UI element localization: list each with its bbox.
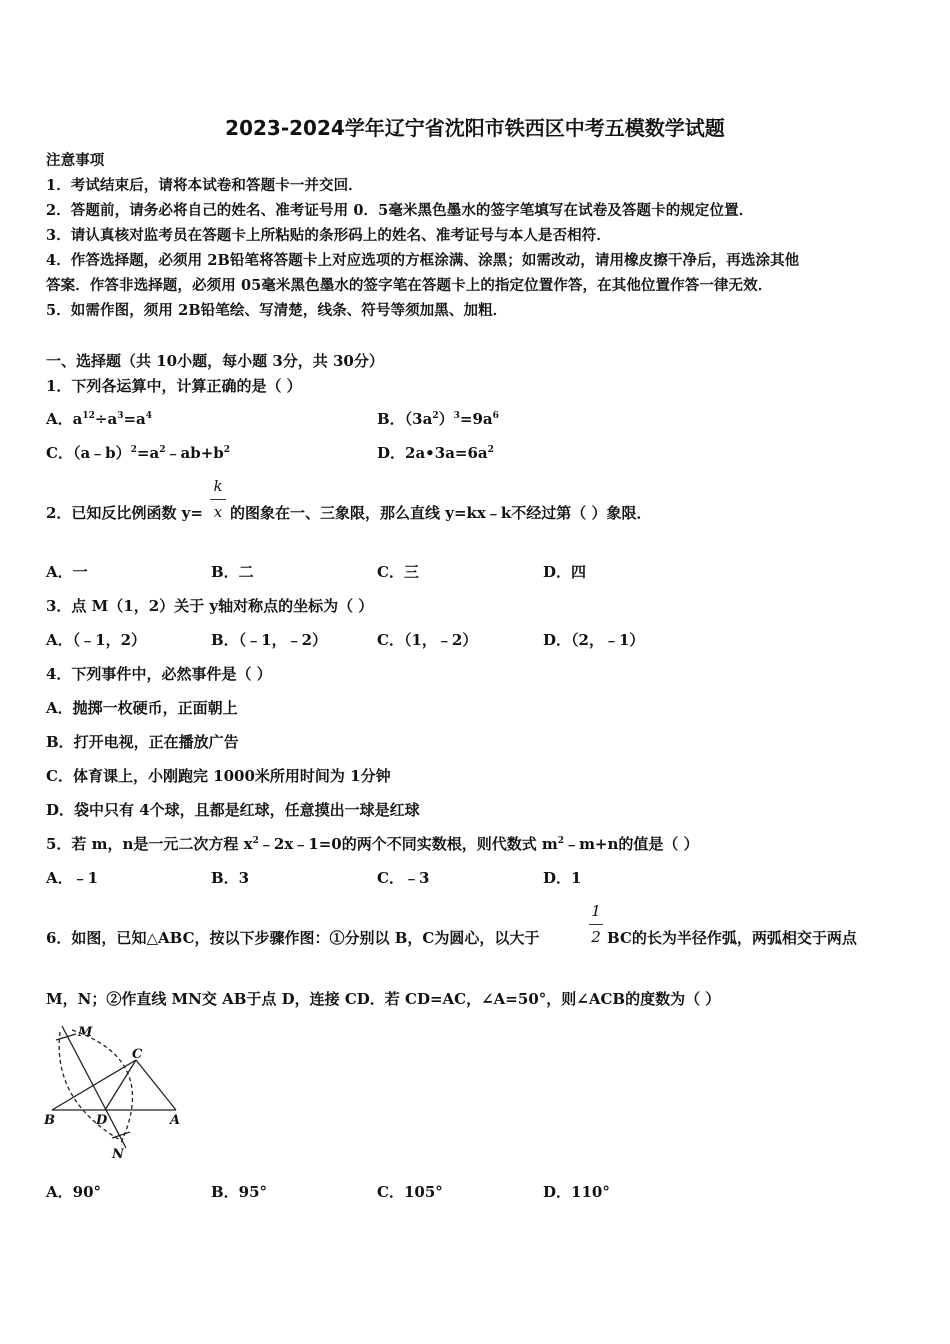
label-m: M — [78, 1025, 93, 1040]
q4-option-d: D．袋中只有 4个球，且都是红球，任意摸出一球是红球 — [46, 801, 420, 819]
q3-option-d: D．（2，﹣1） — [543, 631, 645, 649]
q4-option-a: A．抛掷一枚硬币，正面朝上 — [46, 699, 238, 717]
q4-stem: 4．下列事件中，必然事件是（ ） — [46, 665, 272, 683]
q2-fraction-bar — [210, 499, 226, 500]
q2-fraction-numerator: k — [213, 477, 223, 495]
q5-option-a: A．﹣1 — [46, 869, 99, 887]
q6-option-c: C．105° — [377, 1183, 443, 1201]
notice-item-4: 4．作答选择题，必须用 2B铅笔将答题卡上对应选项的方框涂满、涂黑；如需改动，请用橡皮擦干净后，再选涂其他 — [46, 252, 800, 269]
notice-item-5: 5．如需作图，须用 2B铅笔绘、写清楚，线条、符号等须加黑、加粗． — [46, 302, 508, 319]
notice-item-4-cont: 答案．作答非选择题，必须用 05毫米黑色墨水的签字笔在答题卡上的指定位置作答，在其他位置作答一律无效． — [46, 277, 773, 294]
q6-geometry-figure — [40, 1020, 190, 1165]
q5-option-b: B．3 — [211, 869, 250, 887]
line-mn — [62, 1026, 126, 1148]
q6-fraction-denominator: 2 — [591, 928, 601, 946]
q1-option-b: B．$(3a^2)^3=9a^6$ — [377, 410, 499, 428]
q6-option-a: A．90° — [46, 1183, 102, 1201]
q1-option-c: C．$(a﹣b)^2=a^2﹣ab+b^2$ — [46, 444, 231, 462]
q1-stem: 1．下列各运算中，计算正确的是（ ） — [46, 377, 302, 395]
q3-option-c: C．（1，﹣2） — [377, 631, 478, 649]
q4-option-c: C．体育课上，小刚跑完 1000米所用时间为 1分钟 — [46, 767, 391, 785]
label-d: D — [96, 1113, 108, 1128]
q6-fraction-bar — [589, 924, 603, 925]
q2-stem-post: 的图象在一、三象限，那么直线 y=kx﹣k不经过第（ ）象限． — [230, 504, 652, 522]
q6-line2: M，N；②作直线 MN交 AB于点 D，连接 CD．若 CD=AC，∠A=50°，则∠ACB的度数为（ ） — [46, 990, 721, 1008]
q6-option-d: D．110° — [543, 1183, 610, 1201]
q3-option-b: B．（﹣1，﹣2） — [211, 631, 328, 649]
q3-option-a: A．（﹣1，2） — [46, 631, 147, 649]
q5-option-c: C．﹣3 — [377, 869, 430, 887]
q6-line1-post: BC的长为半径作弧，两弧相交于两点 — [607, 929, 857, 947]
q3-stem: 3．点 M（1，2）关于 y轴对称点的坐标为（ ） — [46, 597, 374, 615]
arc-from-b — [59, 1032, 120, 1140]
notice-item-3: 3．请认真核对监考员在答题卡上所粘贴的条形码上的姓名、准考证号与本人是否相符． — [46, 227, 611, 244]
q5-option-d: D．1 — [543, 869, 582, 887]
segment-ca — [136, 1060, 176, 1110]
q2-fraction-denominator: x — [213, 503, 223, 521]
q4-option-b: B．打开电视，正在播放广告 — [46, 733, 239, 751]
q1-option-a: A．$a^{12}\div a^3=a^4$ — [46, 410, 153, 428]
label-n: N — [112, 1147, 124, 1162]
notice-item-1: 1．考试结束后，请将本试卷和答题卡一并交回． — [46, 177, 363, 194]
label-a: A — [170, 1113, 181, 1128]
label-b: B — [44, 1113, 55, 1128]
q2-option-c: C．三 — [377, 563, 419, 581]
q6-line1-pre: 6．如图，已知△ABC，按以下步骤作图：①分别以 B，C为圆心，以大于 — [46, 929, 540, 947]
notice-heading: 注意事项 — [46, 152, 105, 169]
label-c: C — [132, 1047, 143, 1062]
page-title: 2023-2024学年辽宁省沈阳市铁西区中考五模数学试题 — [225, 116, 725, 140]
q5-stem: 5．若 m，n是一元二次方程 $x^2﹣2x﹣1=0$的两个不同实数根，则代数式 $m^2﹣m+n$的值是（ ） — [46, 835, 699, 853]
q2-stem-pre: 2．已知反比例函数 y= — [46, 504, 203, 522]
q2-option-d: D．四 — [543, 563, 587, 581]
notice-item-2: 2．答题前，请务必将自己的姓名、准考证号用 0．5毫米黑色墨水的签字笔填写在试卷及答题卡的规定位置． — [46, 202, 754, 219]
segment-bc — [52, 1060, 136, 1110]
q6-option-b: B．95° — [211, 1183, 268, 1201]
q6-fraction-numerator: 1 — [591, 902, 601, 920]
section-heading: 一、选择题（共 10小题，每小题 3分，共 30分） — [46, 352, 384, 370]
q2-option-b: B．二 — [211, 563, 254, 581]
q2-option-a: A．一 — [46, 563, 88, 581]
q1-option-d: D．$2a•3a=6a^2$ — [377, 444, 494, 462]
